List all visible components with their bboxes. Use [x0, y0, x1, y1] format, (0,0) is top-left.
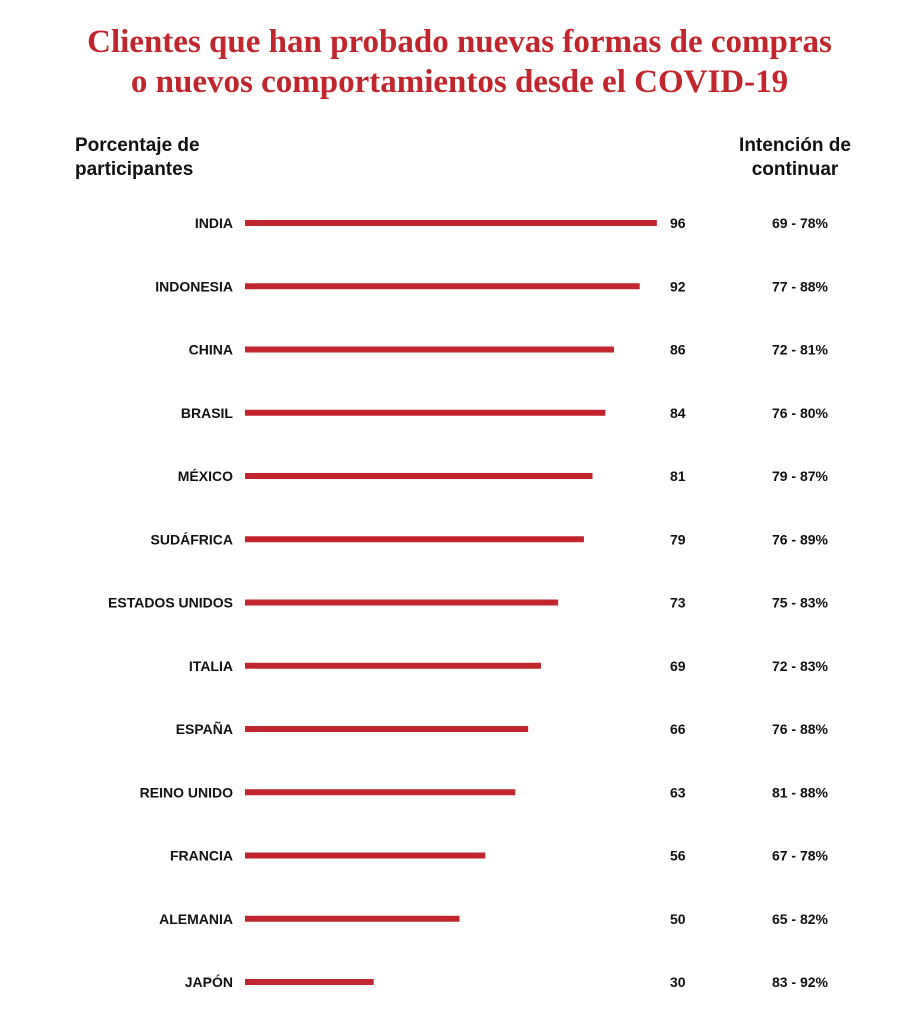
- value-label: 30: [670, 974, 686, 990]
- category-label: FRANCIA: [170, 847, 233, 864]
- category-label: ESPAÑA: [175, 721, 233, 737]
- category-label: ALEMANIA: [159, 910, 233, 927]
- intention-label: 72 - 83%: [771, 657, 829, 674]
- right-header-line-1: Intención de: [739, 135, 851, 156]
- left-header-line-1: Porcentaje de: [75, 135, 200, 156]
- bar: [245, 600, 558, 606]
- chart-title-line-2: o nuevos comportamientos desde el COVID-19: [130, 64, 789, 100]
- value-label: 50: [670, 910, 686, 927]
- intention-label: 81 - 88%: [771, 784, 829, 801]
- value-label: 86: [670, 341, 686, 358]
- bar: [245, 473, 592, 479]
- bar: [245, 220, 657, 226]
- value-label: 79: [670, 531, 686, 548]
- bar: [245, 853, 485, 859]
- bar: [245, 726, 528, 732]
- value-label: 56: [670, 847, 686, 864]
- intention-label: 79 - 87%: [771, 468, 829, 484]
- bar: [245, 789, 515, 795]
- intention-label: 77 - 88%: [771, 278, 829, 295]
- intention-label: 76 - 89%: [771, 531, 829, 548]
- value-label: 96: [670, 215, 686, 231]
- category-label: JAPÓN: [184, 974, 233, 990]
- value-label: 81: [670, 468, 686, 484]
- value-label: 84: [670, 404, 686, 421]
- bar: [245, 979, 374, 985]
- bar: [245, 536, 584, 542]
- category-label: MÉXICO: [177, 468, 233, 484]
- bar: [245, 916, 460, 922]
- category-label: ESTADOS UNIDOS: [108, 594, 233, 611]
- value-label: 92: [670, 278, 686, 295]
- category-label: CHINA: [188, 341, 233, 358]
- intention-label: 83 - 92%: [771, 974, 829, 990]
- category-label: ITALIA: [188, 657, 233, 674]
- intention-label: 69 - 78%: [771, 215, 829, 231]
- bar: [245, 410, 605, 416]
- right-header-line-2: continuar: [751, 159, 839, 180]
- left-header-line-2: participantes: [75, 159, 194, 180]
- intention-label: 75 - 83%: [771, 594, 829, 611]
- intention-label: 72 - 81%: [771, 341, 829, 358]
- value-label: 66: [670, 721, 686, 737]
- intention-label: 67 - 78%: [771, 847, 829, 864]
- value-label: 73: [670, 594, 686, 611]
- category-label: INDIA: [194, 215, 233, 231]
- chart-title-line-1: Clientes que han probado nuevas formas de compras: [87, 24, 832, 60]
- value-label: 69: [670, 657, 686, 674]
- intention-label: 76 - 80%: [771, 404, 829, 421]
- category-label: BRASIL: [180, 404, 233, 421]
- value-label: 63: [670, 784, 686, 801]
- category-label: INDONESIA: [155, 278, 233, 295]
- bar: [245, 347, 614, 353]
- category-label: REINO UNIDO: [139, 784, 233, 801]
- bar: [245, 663, 541, 669]
- intention-label: 76 - 88%: [771, 721, 829, 737]
- intention-label: 65 - 82%: [771, 910, 829, 927]
- bar: [245, 283, 640, 289]
- category-label: SUDÁFRICA: [150, 531, 233, 548]
